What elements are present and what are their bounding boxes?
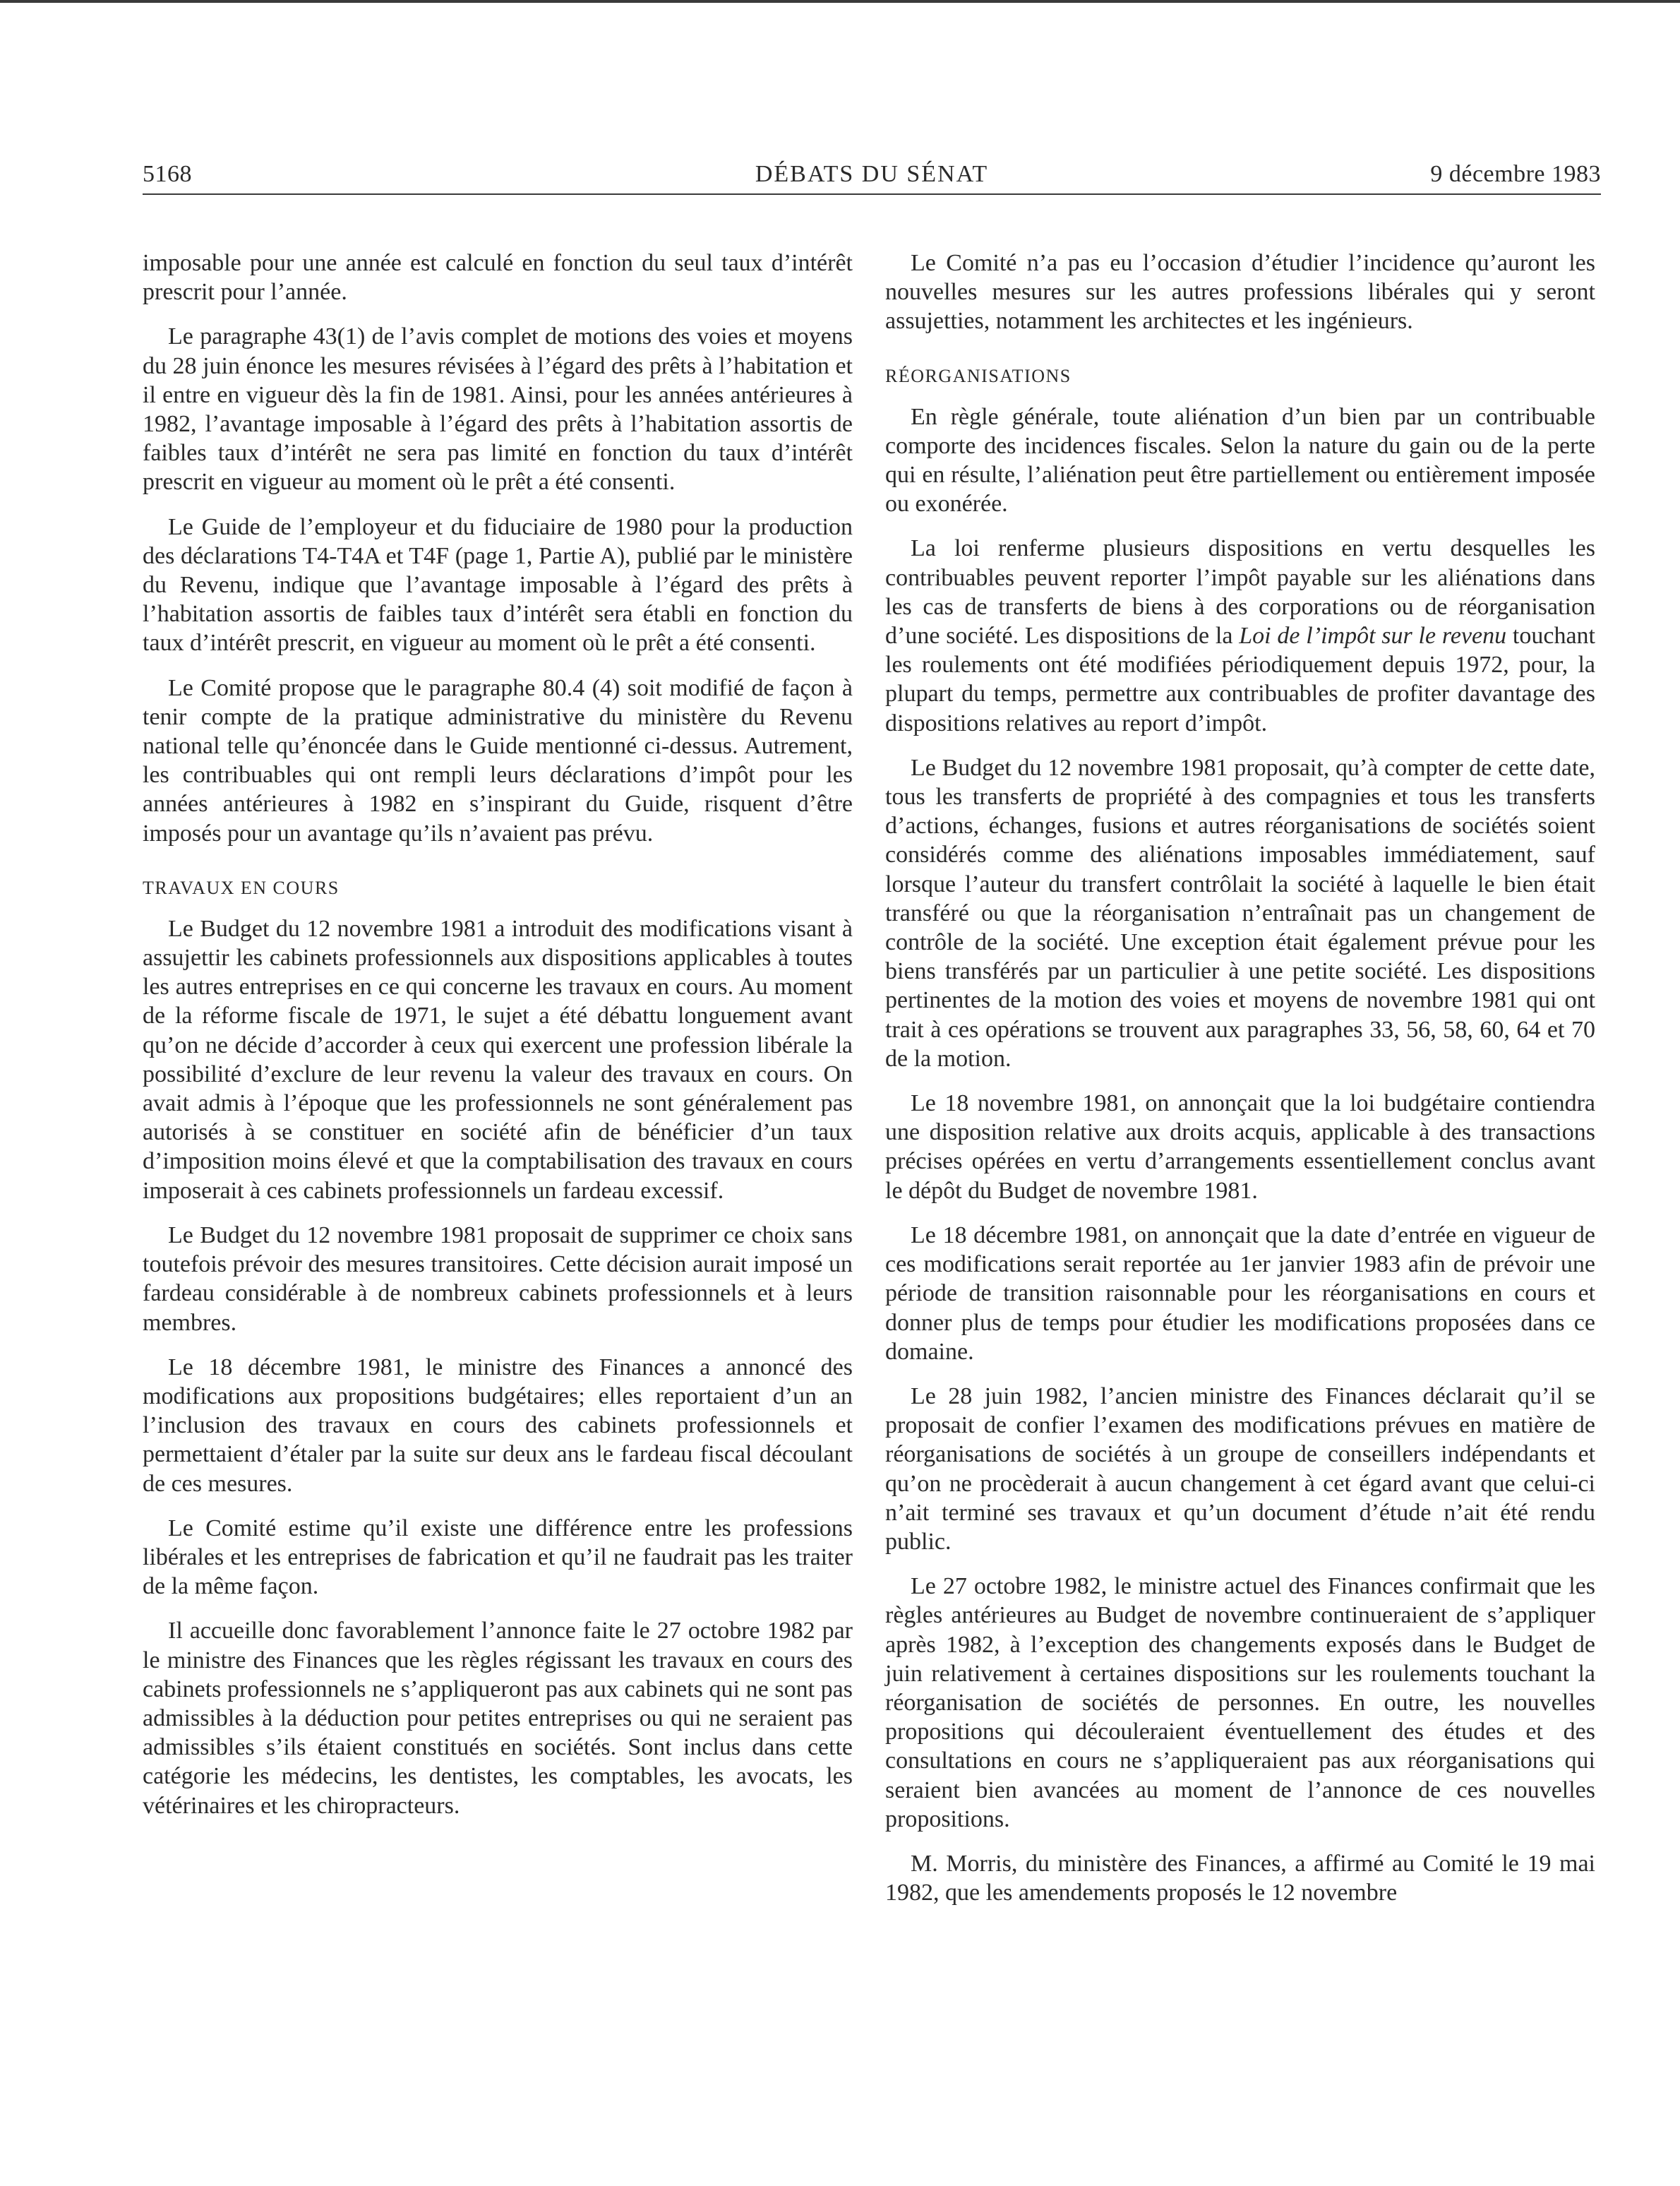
right-column: [885, 249, 1595, 1923]
statute-title: Loi de l’impôt sur le revenu: [1239, 623, 1507, 650]
paragraph: Le 28 juin 1982, l’ancien ministre des Finances déclarait qu’il se proposait de confier l’examen des modifications prévues en matière de réorganisations de sociétés à un groupe de conseillers indépendants et qu’on ne procèderait à aucun changement à cet égard avant que celui-ci n’ait terminé ses travaux et qu’un document d’étude n’ait été rendu public.: [885, 1382, 1595, 1555]
page-number: 5168: [143, 161, 192, 187]
paragraph: Le Budget du 12 novembre 1981 a introduit des modifications visant à assujettir les cabinets professionnels aux dispositions applicables à toutes les autres entreprises en ce qui concerne les travaux en cours. Au moment de la réforme fiscale de 1971, le sujet a été débattu longuement avant qu’on ne décide d’accorder à ceux qui exercent une profession libérale la possibilité d’exclure de leur revenu la valeur des travaux en cours. On avait admis à l’époque que les professionnels ne sont généralement pas autorisés à se constituer en société afin de bénéficier d’un taux d’imposition moins élevé et que la comptabilisation des travaux en cours imposerait à ces cabinets professionnels un fardeau excessif.: [143, 915, 853, 1204]
paragraph: Le 27 octobre 1982, le ministre actuel des Finances confirmait que les règles antérieures au Budget de novembre continueraient de s’appliquer après 1982, à l’exception des changements exposés dans le Budget de juin relativement à certaines dispositions sur les roulements touchant la réorganisation de sociétés de personnes. En outre, les nouvelles propositions qui découleraient éventuellement des études et des consultations en cours ne s’appliqueraient pas aux réorganisations qui seraient bien avancées au moment de l’annonce de ces nouvelles propositions.: [885, 1573, 1595, 1832]
paragraph: Le Comité n’a pas eu l’occasion d’étudier l’incidence qu’auront les nouvelles mesures sur les autres professions libérales qui y seront assujetties, notamment les architectes et les ingénieurs.: [885, 250, 1595, 335]
paragraph: Le paragraphe 43(1) de l’avis complet de motions des voies et moyens du 28 juin énonce les mesures révisées à l’égard des prêts à l’habitation et il entre en vigueur dès la fin de 1981. Ainsi, pour les années antérieures à 1982, l’avantage imposable à l’égard des prêts à l’habitation assortis de faibles taux d’intérêt ne sera pas limité en fonction du taux d’intérêt prescrit en vigueur au moment où le prêt a été consenti.: [143, 323, 853, 496]
paragraph: Le 18 novembre 1981, on annonçait que la loi budgétaire contiendra une disposition relative aux droits acquis, applicable à des transactions précises opérées en vertu d’arrangements essentiellement conclus avant le dépôt du Budget de novembre 1981.: [885, 1090, 1595, 1204]
paragraph: Le Comité estime qu’il existe une différence entre les professions libérales et les entreprises de fabrication et qu’il ne faudrait pas les traiter de la même façon.: [143, 1515, 853, 1600]
paragraph: imposable pour une année est calculé en fonction du seul taux d’intérêt prescrit pour l’année.: [143, 250, 853, 306]
paragraph: Il accueille donc favorablement l’annonce faite le 27 octobre 1982 par le ministre des Finances que les règles régissant les travaux en cours des cabinets professionnels ne s’appliqueront pas aux cabinets qui ne sont pas admissibles à la déduction pour petites entreprises ou qui ne seraient pas admissibles s’ils étaient constitués en sociétés. Sont inclus dans cette catégorie les médecins, les dentistes, les comptables, les avocats, les vétérinaires et les chiropracteurs.: [143, 1618, 853, 1819]
header-rule: [143, 193, 1601, 195]
paragraph: Le 18 décembre 1981, le ministre des Finances a annoncé des modifications aux propositions budgétaires; elles reportaient d’un an l’inclusion des travaux en cours des cabinets professionnels et permettaient d’étaler par la suite sur deux ans le fardeau fiscal découlant de ces mesures.: [143, 1354, 853, 1497]
paragraph: [885, 534, 1595, 737]
top-border-rule: [0, 0, 1680, 3]
paragraph: M. Morris, du ministère des Finances, a affirmé au Comité le 19 mai 1982, que les amendements proposés le 12 novembre: [885, 1850, 1595, 1906]
paragraph-text: La loi renferme plusieurs dispositions en vertu desquelles les contribuables peuvent reporter l’impôt payable sur les aliénations dans les cas de transferts de biens à des corporations ou de réorganisation d’une société. Les dispositions de la: [885, 535, 1595, 650]
publication-date: 9 décembre 1983: [1430, 161, 1601, 187]
section-heading: RÉORGANISATIONS: [885, 365, 1072, 386]
paragraph: En règle générale, toute aliénation d’un bien par un contribuable comporte des incidences fiscales. Selon la nature du gain ou de la perte qui en résulte, l’aliénation peut être partiellement ou entièrement imposée ou exonérée.: [885, 403, 1595, 518]
paragraph: Le Comité propose que le paragraphe 80.4 (4) soit modifié de façon à tenir compte de la pratique administrative du ministère du Revenu national telle qu’énoncée dans le Guide mentionné ci-dessus. Autrement, les contribuables qui ont rempli leurs déclarations d’impôt pour les années antérieures à 1982 en s’inspirant du Guide, risquent d’être imposés pour un avantage qu’ils n’avaient pas prévu.: [143, 674, 853, 847]
paragraph-text: touchant les roulements ont été modifiées périodiquement depuis 1972, pour, la plupart du temps, permettre aux contribuables de profiter davantage des dispositions relatives au report d’impôt.: [885, 623, 1596, 736]
section-heading: TRAVAUX EN COURS: [143, 877, 340, 898]
paragraph: Le 18 décembre 1981, on annonçait que la date d’entrée en vigueur de ces modifications serait reportée au 1er janvier 1983 afin de prévoir une période de transition raisonnable pour les réorganisations en cours et donner plus de temps pour étudier les modifications proposées dans ce domaine.: [885, 1222, 1595, 1365]
left-column: [143, 249, 853, 1836]
page-header: [143, 161, 1601, 196]
paragraph: Le Budget du 12 novembre 1981 proposait, qu’à compter de cette date, tous les transferts de propriété à des compagnies et tous les transferts d’actions, échanges, fusions et autres réorganisations de sociétés soient considérés comme des aliénations imposables immédiatement, sauf lorsque l’auteur du transfert contrôlait la société à laquelle le bien était transféré ou que la réorganisation n’entraînait pas un changement de contrôle de la société. Une exception était également prévue pour les biens transférés par un particulier à une petite société. Les dispositions pertinentes de la motion des voies et moyens de novembre 1981 qui ont trait à ces opérations se trouvent aux paragraphes 33, 56, 58, 60, 64 et 70 de la motion.: [885, 754, 1595, 1072]
paragraph: Le Budget du 12 novembre 1981 proposait de supprimer ce choix sans toutefois prévoir des mesures transitoires. Cette décision aurait imposé un fardeau considérable à de nombreux cabinets professionnels et à leurs membres.: [143, 1222, 853, 1336]
paragraph: Le Guide de l’employeur et du fiduciaire de 1980 pour la production des déclarations T4-T4A et T4F (page 1, Partie A), publié par le ministère du Revenu, indique que l’avantage imposable à l’égard des prêts à l’habitation assortis de faibles taux d’intérêt sera établi en fonction du taux d’intérêt prescrit, en vigueur au moment où le prêt a été consenti.: [143, 513, 853, 657]
publication-title: DÉBATS DU SÉNAT: [755, 161, 989, 187]
